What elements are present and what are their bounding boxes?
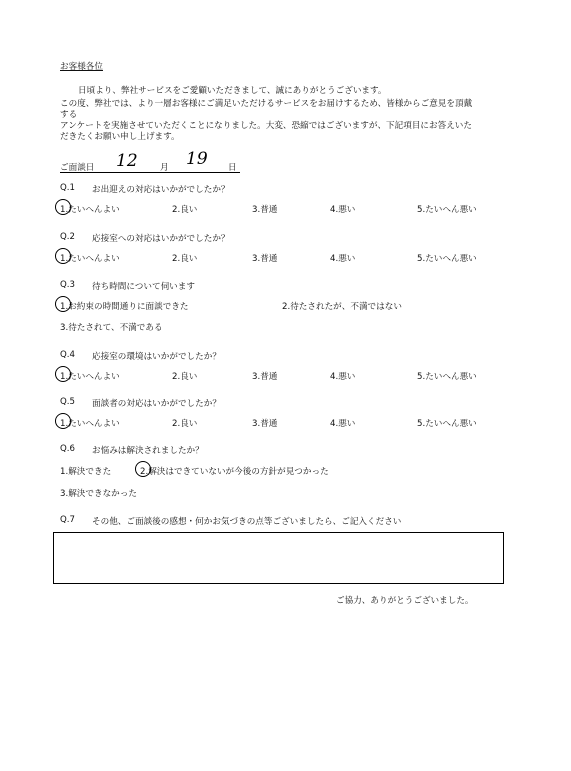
q1-number: Q.1 [60, 183, 75, 193]
page-heading: お客様各位 [60, 62, 103, 72]
q1-option-2[interactable]: 2.良い [172, 205, 198, 215]
q2-selected-circle [55, 248, 71, 264]
q7-number: Q.7 [60, 515, 75, 525]
q2-option-2[interactable]: 2.良い [172, 254, 198, 264]
intro-line-1: 日頃より、弊社サービスをご愛顧いただきまして、誠にありがとうございます。 [78, 86, 387, 96]
q2-number: Q.2 [60, 232, 75, 242]
day-unit: 日 [228, 163, 237, 173]
q6-number: Q.6 [60, 444, 75, 454]
q3-option-1[interactable]: 1.お約束の時間通りに面談できた [60, 302, 189, 312]
q5-text: 面談者の対応はいかがでしたか？ [92, 399, 221, 409]
q3-number: Q.3 [60, 280, 75, 290]
q7-text: その他、ご面談後の感想・何かお気づきの点等ございましたら、ご記入ください [92, 517, 402, 527]
q5-option-1[interactable]: 1.たいへんよい [60, 419, 120, 429]
q2-option-3[interactable]: 3.普通 [252, 254, 278, 264]
q1-selected-circle [55, 199, 71, 215]
q5-option-5[interactable]: 5.たいへん悪い [417, 419, 477, 429]
q3-option-3[interactable]: 3.待たされて、不満である [60, 323, 163, 333]
q5-selected-circle [55, 413, 71, 429]
comment-box[interactable] [53, 532, 504, 584]
q1-option-1[interactable]: 1.たいへんよい [60, 205, 120, 215]
q3-selected-circle [55, 296, 71, 312]
q5-option-4[interactable]: 4.悪い [330, 419, 356, 429]
q4-selected-circle [55, 366, 71, 382]
q3-option-2[interactable]: 2.待たされたが、不満ではない [282, 302, 402, 312]
month-handwritten[interactable]: 12 [116, 151, 138, 171]
q4-option-2[interactable]: 2.良い [172, 372, 198, 382]
q4-option-1[interactable]: 1.たいへんよい [60, 372, 120, 382]
q1-option-5[interactable]: 5.たいへん悪い [417, 205, 477, 215]
q6-selected-circle [135, 461, 151, 477]
q2-text: 応接室への対応はいかがでしたか？ [92, 234, 230, 244]
q6-option-2[interactable]: 2.解決はできていないが今後の方針が見つかった [140, 467, 329, 477]
q2-option-1[interactable]: 1.たいへんよい [60, 254, 120, 264]
q6-option-3[interactable]: 3.解決できなかった [60, 489, 137, 499]
q4-text: 応接室の環境はいかがでしたか？ [92, 352, 221, 362]
q5-option-3[interactable]: 3.普通 [252, 419, 278, 429]
intro-line-3: する [60, 110, 78, 120]
q5-number: Q.5 [60, 397, 75, 407]
comment-text [54, 533, 503, 541]
q4-option-4[interactable]: 4.悪い [330, 372, 356, 382]
date-label: ご面談日 [60, 163, 95, 173]
intro-line-4: アンケートを実施させていただくことになりました。大変、恐縮ではございますが、下記項目にお答えいた [60, 121, 472, 131]
q1-text: お出迎えの対応はいかがでしたか？ [92, 185, 230, 195]
q1-option-4[interactable]: 4.悪い [330, 205, 356, 215]
closing-text: ご協力、ありがとうございました。 [336, 596, 474, 606]
intro-line-2: この度、弊社では、より一層お客様にご満足いただけるサービスをお届けするため、皆様からご意見を頂戴 [60, 99, 473, 109]
q3-text: 待ち時間について伺います [92, 282, 195, 292]
q1-option-3[interactable]: 3.普通 [252, 205, 278, 215]
q6-text: お悩みは解決されましたか？ [92, 446, 204, 456]
q4-option-5[interactable]: 5.たいへん悪い [417, 372, 477, 382]
date-underline [60, 172, 240, 173]
month-unit: 月 [160, 163, 169, 173]
q4-option-3[interactable]: 3.普通 [252, 372, 278, 382]
intro-line-5: だきたくお願い申し上げます。 [60, 132, 180, 142]
day-handwritten[interactable]: 19 [186, 149, 208, 169]
q4-number: Q.4 [60, 350, 75, 360]
q2-option-4[interactable]: 4.悪い [330, 254, 356, 264]
q6-option-1[interactable]: 1.解決できた [60, 467, 112, 477]
q2-option-5[interactable]: 5.たいへん悪い [417, 254, 477, 264]
q5-option-2[interactable]: 2.良い [172, 419, 198, 429]
